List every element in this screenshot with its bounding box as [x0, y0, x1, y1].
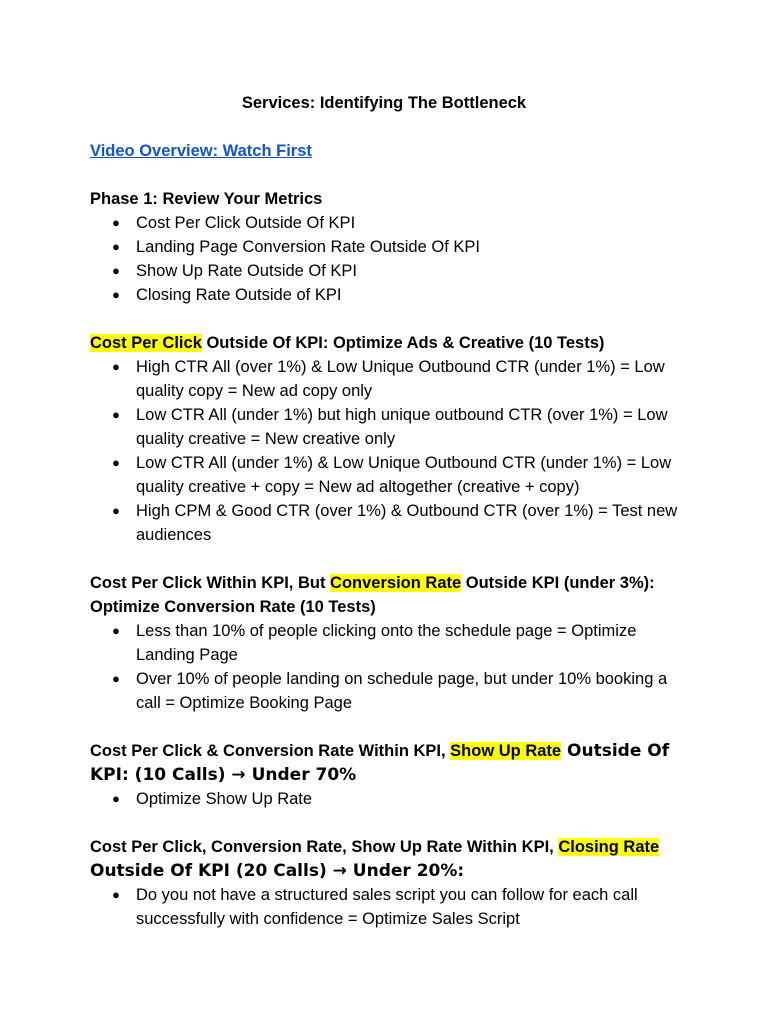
heading-text: Outside Of KPI (20 Calls) → Under 20%: — [90, 861, 465, 881]
highlighted-term: Show Up Rate — [450, 742, 562, 760]
document-page — [90, 91, 690, 955]
heading-text: Outside Of KPI: Optimize Ads & Creative (10 Tests) — [201, 334, 605, 352]
page-title: Services: Identifying The Bottleneck — [241, 94, 527, 112]
cpc-section-heading — [90, 331, 690, 355]
cpc-list — [90, 355, 690, 547]
list-item: ● Landing Page Conversion Rate Outside Of KPI — [90, 235, 690, 259]
conversion-rate-list — [90, 619, 690, 715]
list-item: ● High CTR All (over 1%) & Low Unique Outbound CTR (under 1%) = Low quality copy = New ad copy only — [90, 355, 690, 403]
phase1-list — [90, 211, 690, 307]
highlighted-term: Conversion Rate — [330, 574, 462, 592]
heading-text: Cost Per Click, Conversion Rate, Show Up Rate Within KPI, — [90, 838, 559, 856]
closing-rate-section-heading — [90, 835, 690, 883]
heading-text: Outside Of KPI: (10 Calls) → Under 70% — [90, 741, 670, 785]
conversion-rate-section-heading — [90, 571, 690, 619]
show-up-rate-list — [90, 787, 690, 811]
video-overview-link[interactable]: Video Overview: Watch First — [90, 142, 312, 160]
show-up-rate-section-heading — [90, 739, 690, 787]
highlighted-term: Cost Per Click — [90, 334, 202, 352]
phase1-heading: Phase 1: Review Your Metrics — [90, 190, 323, 208]
list-item: ● Cost Per Click Outside Of KPI — [90, 211, 690, 235]
list-item: ● Optimize Show Up Rate — [90, 787, 690, 811]
heading-text: Cost Per Click & Conversion Rate Within KPI, — [90, 742, 451, 760]
list-item: ● Less than 10% of people clicking onto the schedule page = Optimize Landing Page — [90, 619, 690, 667]
closing-rate-list — [90, 883, 690, 931]
list-item: ● Low CTR All (under 1%) but high unique outbound CTR (over 1%) = Low quality creative = New creative only — [90, 403, 690, 451]
list-item: ● Low CTR All (under 1%) & Low Unique Outbound CTR (under 1%) = Low quality creative + copy = New ad altogether (creative + copy) — [90, 451, 690, 499]
list-item: ● Do you not have a structured sales script you can follow for each call successfully with confidence = Optimize Sales Script — [90, 883, 690, 931]
list-item: ● High CPM & Good CTR (over 1%) & Outbound CTR (over 1%) = Test new audiences — [90, 499, 690, 547]
heading-text: Outside KPI (under 3%): Optimize Conversion Rate (10 Tests) — [90, 574, 655, 616]
highlighted-term: Closing Rate — [558, 838, 660, 856]
list-item: ● Closing Rate Outside of KPI — [90, 283, 690, 307]
list-item: ● Show Up Rate Outside Of KPI — [90, 259, 690, 283]
heading-text: Cost Per Click Within KPI, But — [90, 574, 331, 592]
list-item: ● Over 10% of people landing on schedule page, but under 10% booking a call = Optimize Booking Page — [90, 667, 690, 715]
